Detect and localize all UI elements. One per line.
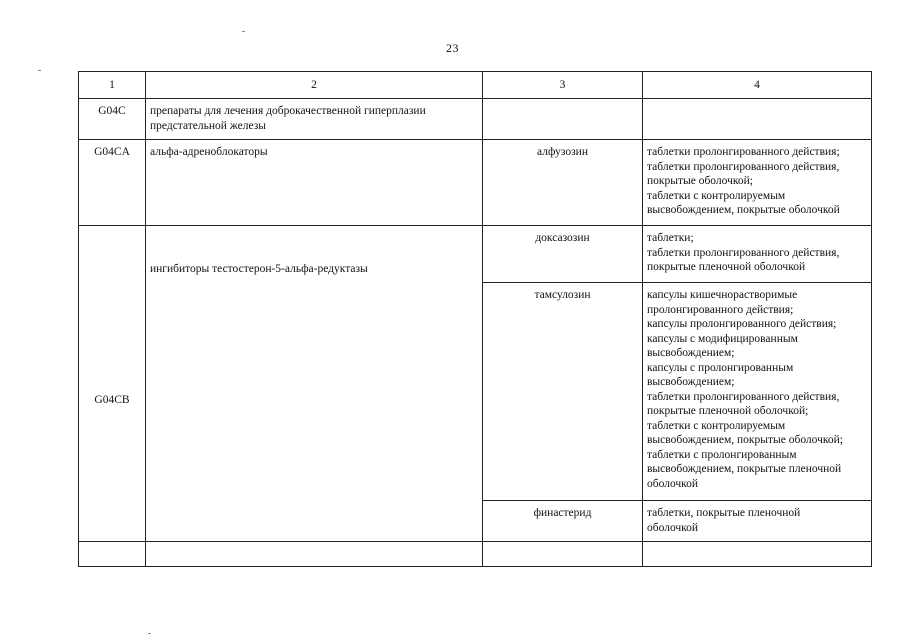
- atc-group-name: препараты для лечения доброкачественной гиперплазии предстательной железы: [146, 99, 483, 140]
- dosage-forms: [643, 226, 872, 283]
- scan-speck: [242, 31, 245, 32]
- empty-cell: [483, 542, 643, 567]
- dosage-form-line: таблетки пролонгированного действия;: [647, 146, 840, 158]
- scan-speck: [148, 633, 151, 634]
- dosage-form-line: капсулы с модифицированным: [647, 332, 798, 345]
- atc-group-name: альфа-адреноблокаторы: [146, 140, 483, 226]
- atc-group-name-text: ингибиторы тестостерон-5-альфа-редуктазы: [150, 263, 368, 275]
- drug-name: финастерид: [483, 501, 643, 542]
- empty-cell: [79, 542, 146, 567]
- dosage-form-line: высвобождением;: [647, 376, 735, 388]
- dosage-form-line: высвобождением, покрытые оболочкой: [647, 204, 840, 216]
- table-row: [79, 140, 872, 226]
- table-row: [79, 226, 872, 283]
- dosage-form-line: высвобождением, покрытые пленочной: [647, 463, 842, 475]
- table-row-empty: [79, 542, 872, 567]
- dosage-form-line: капсулы с пролонгированным: [647, 361, 794, 374]
- atc-code: [79, 226, 146, 542]
- dosage-forms: [643, 501, 872, 542]
- atc-code: G04CA: [79, 140, 146, 226]
- dosage-form-line: таблетки пролонгированного действия,: [647, 160, 840, 173]
- atc-group-name: [146, 226, 483, 542]
- dosage-form-line: покрытые оболочкой;: [647, 175, 753, 187]
- dosage-form-line: оболочкой: [647, 477, 699, 490]
- dosage-forms: [643, 140, 872, 226]
- column-header-2: 2: [146, 72, 483, 99]
- page-number: 23: [446, 41, 459, 55]
- dosage-forms: [643, 283, 872, 501]
- dosage-form-line: таблетки пролонгированного действия,: [647, 390, 840, 403]
- table-header-row: [79, 72, 872, 99]
- dosage-form-line: таблетки пролонгированного действия,: [647, 246, 840, 259]
- table-row: [79, 99, 872, 140]
- atc-code-text: G04CB: [94, 394, 130, 407]
- dosage-form-line: покрытые пленочной оболочкой: [647, 261, 806, 273]
- drug-name-cell: [483, 99, 643, 140]
- column-header-3: 3: [483, 72, 643, 99]
- dosage-form-line: таблетки, покрытые пленочной: [647, 507, 801, 519]
- empty-cell: [643, 542, 872, 567]
- dosage-form-line: высвобождением, покрытые оболочкой;: [647, 434, 843, 446]
- scan-speck: [38, 70, 41, 71]
- dosage-form-line: капсулы кишечнорастворимые: [647, 289, 798, 301]
- dosage-form-line: покрытые пленочной оболочкой;: [647, 405, 809, 417]
- drug-name: алфузозин: [483, 140, 643, 226]
- dosage-forms-cell: [643, 99, 872, 140]
- drug-name: тамсулозин: [483, 283, 643, 501]
- atc-code: G04C: [79, 99, 146, 140]
- dosage-form-line: капсулы пролонгированного действия;: [647, 318, 837, 330]
- dosage-form-line: таблетки с контролируемым: [647, 189, 786, 202]
- column-header-1: 1: [79, 72, 146, 99]
- column-header-4: 4: [643, 72, 872, 99]
- drug-classification-table: [78, 71, 872, 567]
- dosage-form-line: таблетки;: [647, 232, 694, 244]
- dosage-form-line: высвобождением;: [647, 347, 735, 359]
- dosage-form-line: таблетки с пролонгированным: [647, 448, 797, 461]
- dosage-form-line: оболочкой: [647, 521, 699, 534]
- dosage-form-line: таблетки с контролируемым: [647, 419, 786, 432]
- drug-name: доксазозин: [483, 226, 643, 283]
- empty-cell: [146, 542, 483, 567]
- dosage-form-line: пролонгированного действия;: [647, 303, 794, 316]
